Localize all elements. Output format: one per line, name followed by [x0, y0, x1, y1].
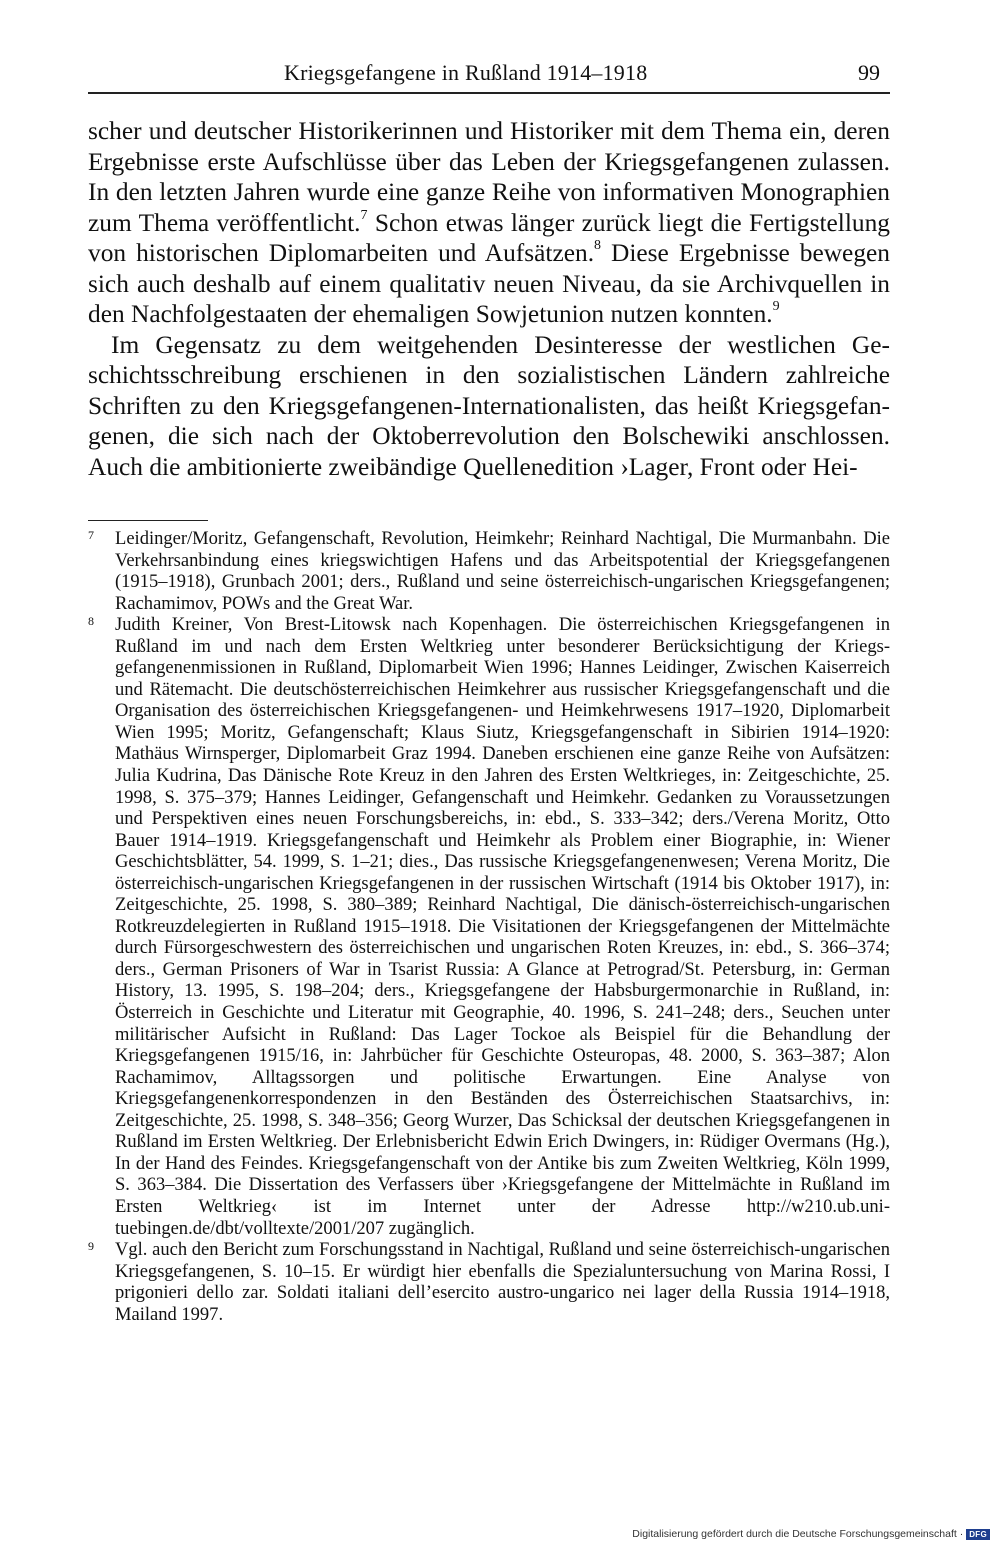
paragraph-1-segment-2: Schon etwas länger zurück liegt die Fertigstellung von historischen Diplomarbeiten und Aufsätzen.	[88, 208, 891, 267]
footnote-7	[88, 528, 890, 614]
footnote-ref-8: 8	[594, 238, 602, 254]
footnote-9	[88, 1239, 890, 1325]
footnote-8	[88, 614, 890, 1239]
footnote-ref-9: 9	[772, 299, 780, 315]
running-head	[88, 58, 890, 94]
paragraph-1	[88, 116, 890, 330]
footnote-text: Leidinger/Moritz, Gefangenschaft, Revolution, Heimkehr; Reinhard Nachtigal, Die Murmanbahn. Die Verkehrsanbindung eines kriegswichtigen Hafens und das Arbeitspotential der Kriegsgefangenen (1915–1918), Grunbach 2001; ders., Rußland und seine österreichisch-ungarischen Kriegsgefangenen; Rachamimov, POWs and the Great War.	[115, 528, 890, 614]
paragraph-2: Im Gegensatz zu dem weitgehenden Desinteresse der westlichen Geschichtsschreibung erschienen in den sozialistischen Ländern zahlreiche Schriften zu den Kriegsgefangenen-Internationalisten, das heißt Kriegsgefangenen, die sich nach der Oktoberrevolution den Bolschewiki anschlossen. Auch die ambitionierte zweibändige Quellenedition ›Lager, Front oder Hei-	[88, 330, 890, 481]
footnote-text: Judith Kreiner, Von Brest-Litowsk nach Kopenhagen. Die österreichischen Kriegsgefangenen in Rußland im und nach dem Ersten Weltkrieg unter besonderer Berücksichtigung der Kriegsgefangenenmissionen in Rußland, Diplomarbeit Wien 1996; Hannes Leidinger, Zwischen Kaiserreich und Rätemacht. Die deutschösterreichischen Heimkehrer aus russischer Kriegsgefangenschaft und die Organisation des österreichischen Kriegsgefangenen- und Heimkehrwesens 1917–1920, Diplomarbeit Wien 1995; Moritz, Gefangenschaft; Klaus Siutz, Kriegsgefangenschaft in Sibirien 1914–1920: Mathäus Wirnsperger, Diplomarbeit Graz 1994. Daneben erschienen eine ganze Reihe von Aufsätzen: Julia Kudrina, Das Dänische Rote Kreuz in den Jahren des Ersten Weltkrieges, in: Zeitgeschichte, 25. 1998, S. 375–379; Hannes Leidinger, Gefangenschaft und Heimkehr. Gedanken zu Voraussetzungen und Perspektiven eines neuen Forschungsbereichs, in: ebd., S. 333–342; ders./Verena Moritz, Otto Bauer 1914–1919. Kriegsgefangenschaft und Heimkehr als Problem einer Biographie, in: Wiener Geschichtsblätter, 54. 1999, S. 1–21; dies., Das russische Kriegsgefangenenwesen; Verena Moritz, Die österreichisch-ungarischen Kriegsgefangenen in der russischen Wirtschaft (1914 bis Oktober 1917), in: Zeitgeschichte, 25. 1998, S. 380–389; Reinhard Nachtigal, Die dänisch-österreichisch-ungarischen Rotkreuzdelegierten in Rußland 1915–1918. Die Visitationen der Kriegsgefangenen der Mittelmächte durch Fürsorgeschwestern des österreichischen und ungarischen Roten Kreuzes, in: ebd., S. 366–374; ders., German Prisoners of War in Tsarist Russia: A Glance at Petrograd/St. Petersburg, in: German History, 13. 1995, S. 198–204; ders., Kriegsgefangene der Habsburgermonarchie in Rußland, in: Österreich in Geschichte und Literatur mit Geographie, 40. 1996, S. 241–248; ders., Seuchen unter militärischer Aufsicht in Rußland: Das Lager Tockoe als Beispiel für die Behandlung der Kriegsgefangenen 1915/16, in: Jahrbücher für Geschichte Osteuropas, 48. 2000, S. 363–387; Alon Rachamimov, Alltagssorgen und politische Erwartungen. Eine Analyse von Kriegsgefangenenkorrespondenzen in den Beständen des Österreichischen Staatsarchivs, in: Zeitgeschichte, 25. 1998, S. 348–356; Georg Wurzer, Das Schicksal der deutschen Kriegsgefangenen in Rußland im Ersten Weltkrieg. Der Erlebnisbericht Edwin Erich Dwingers, in: Rüdiger Overmans (Hg.), In der Hand des Feindes. Kriegsgefangenschaft von der Antike bis zum Zweiten Weltkrieg, Köln 1999, S. 363–384. Die Dissertation des Verfassers über ›Kriegsgefangene der Mittelmächte in Rußland im Ersten Weltkrieg‹ ist im Internet unter der Adresse http://w210.ub.uni-tuebingen.de/dbt/volltexte/2001/207 zugänglich.	[115, 614, 890, 1239]
footnote-separator	[88, 520, 208, 521]
footnote-mark: 9	[88, 1239, 94, 1254]
footnote-text: Vgl. auch den Bericht zum Forschungsstand in Nachtigal, Rußland und seine österreichisch-ungarischen Kriegsgefangenen, S. 10–15. Er würdigt hier ebenfalls die Spezialuntersuchung von Marina Rossi, I prigonieri dello zar. Soldati italiani dell’esercito austro-ungarico nei lager della Russia 1914–1918, Mailand 1997.	[115, 1239, 890, 1325]
footnote-mark: 8	[88, 614, 94, 629]
footnote-ref-7: 7	[360, 207, 368, 223]
book-page	[88, 58, 890, 1325]
paragraph-1-segment-1: scher und deutscher Historikerinnen und Historiker mit dem Thema ein, deren Ergebnisse erste Aufschlüsse über das Leben der Kriegsgefangenen zulassen. In den letzten Jahren wurde eine ganze Reihe von informativen Monographien zum Thema veröffentlicht.	[88, 117, 890, 237]
page-number: 99	[858, 60, 880, 85]
footnote-mark: 7	[88, 528, 94, 542]
digitization-credit	[632, 1528, 990, 1540]
running-title: Kriegsgefangene in Rußland 1914–1918	[284, 60, 648, 85]
dfg-logo-icon: DFG	[966, 1529, 990, 1540]
footnotes	[88, 528, 890, 1325]
digitization-credit-text: Digitalisierung gefördert durch die Deutsche Forschungsgemeinschaft ·	[632, 1528, 964, 1540]
paragraph-1-segment-3: Diese Ergebnisse bewegen sich auch deshalb auf einem qualitativ neuen Niveau, da sie Archivquellen in den Nachfolgestaaten der ehemaligen Sowjetunion nutzen konnten.	[88, 239, 890, 328]
body-text	[88, 116, 890, 482]
